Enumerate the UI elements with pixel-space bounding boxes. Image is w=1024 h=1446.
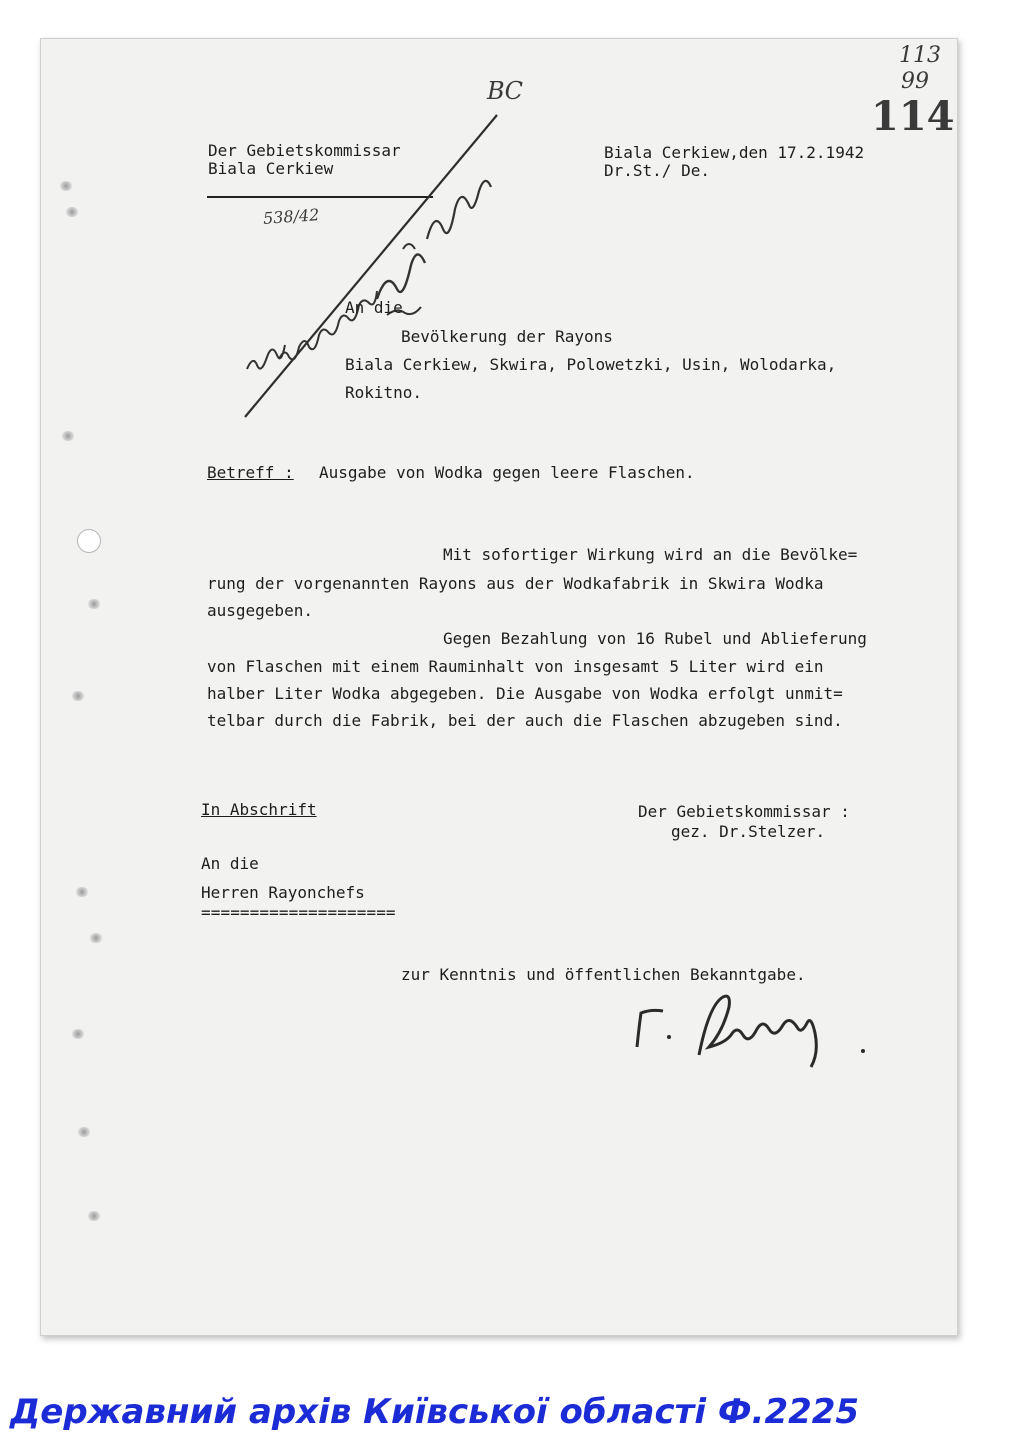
signatory-title: Der Gebietskommissar : [638, 802, 850, 821]
recipient-line-4: Rokitno. [345, 383, 423, 402]
addressee-rule: ==================== [201, 903, 396, 922]
copy-label: In Abschrift [201, 800, 317, 819]
recipient-line-1: An die [345, 298, 403, 317]
document-sheet [40, 38, 958, 1336]
sender-line-2: Biala Cerkiew [208, 159, 334, 178]
recipient-line-2: Bevölkerung der Rayons [401, 327, 613, 346]
handwritten-signature [629, 985, 879, 1085]
archive-number-1: 113 [899, 43, 941, 68]
archive-number-3: 114 [871, 93, 955, 140]
addressee-line-1: An die [201, 854, 259, 873]
body-p1-line-1: Mit sofortiger Wirkung wird an die Bevölke= [443, 545, 858, 564]
paper-smudge [65, 207, 79, 217]
body-p1-line-3: ausgegeben. [207, 601, 313, 620]
recipient-line-3: Biala Cerkiew, Skwira, Polowetzki, Usin, Wolodarka, [345, 355, 837, 374]
archive-caption: Державний архів Київської області Ф.2225 [10, 1392, 860, 1432]
closing-line: zur Kenntnis und öffentlichen Bekanntgabe. [401, 965, 806, 984]
paper-smudge [71, 691, 85, 701]
subject-text: Ausgabe von Wodka gegen leere Flaschen. [319, 463, 695, 482]
punch-hole [77, 529, 101, 553]
subject-label: Betreff : [207, 463, 294, 482]
body-p2-line-3: halber Liter Wodka abgegeben. Die Ausgabe von Wodka erfolgt unmit= [207, 684, 843, 703]
handwritten-resolution [227, 99, 527, 429]
paper-smudge [89, 933, 103, 943]
body-p2-line-1: Gegen Bezahlung von 16 Rubel und Ablieferung [443, 629, 867, 648]
paper-smudge [77, 1127, 91, 1137]
body-p2-line-2: von Flaschen mit einem Rauminhalt von insgesamt 5 Liter wird ein [207, 657, 824, 676]
body-p1-line-2: rung der vorgenannten Rayons aus der Wodkafabrik in Skwira Wodka [207, 574, 824, 593]
reference-line: Dr.St./ De. [604, 161, 710, 180]
registration-number: 538/42 [262, 205, 320, 228]
paper-smudge [71, 1029, 85, 1039]
handwritten-initials: ВС [487, 77, 523, 105]
paper-smudge [87, 599, 101, 609]
place-and-date: Biala Cerkiew,den 17.2.1942 [604, 143, 865, 162]
archive-number-2: 99 [901, 69, 929, 94]
sender-line-1: Der Gebietskommissar [208, 141, 401, 160]
paper-smudge [75, 887, 89, 897]
signatory-name: gez. Dr.Stelzer. [671, 822, 826, 841]
addressee-line-2: Herren Rayonchefs [201, 883, 365, 902]
paper-smudge [87, 1211, 101, 1221]
body-p2-line-4: telbar durch die Fabrik, bei der auch die Flaschen abzugeben sind. [207, 711, 843, 730]
paper-smudge [61, 431, 75, 441]
paper-smudge [59, 181, 73, 191]
